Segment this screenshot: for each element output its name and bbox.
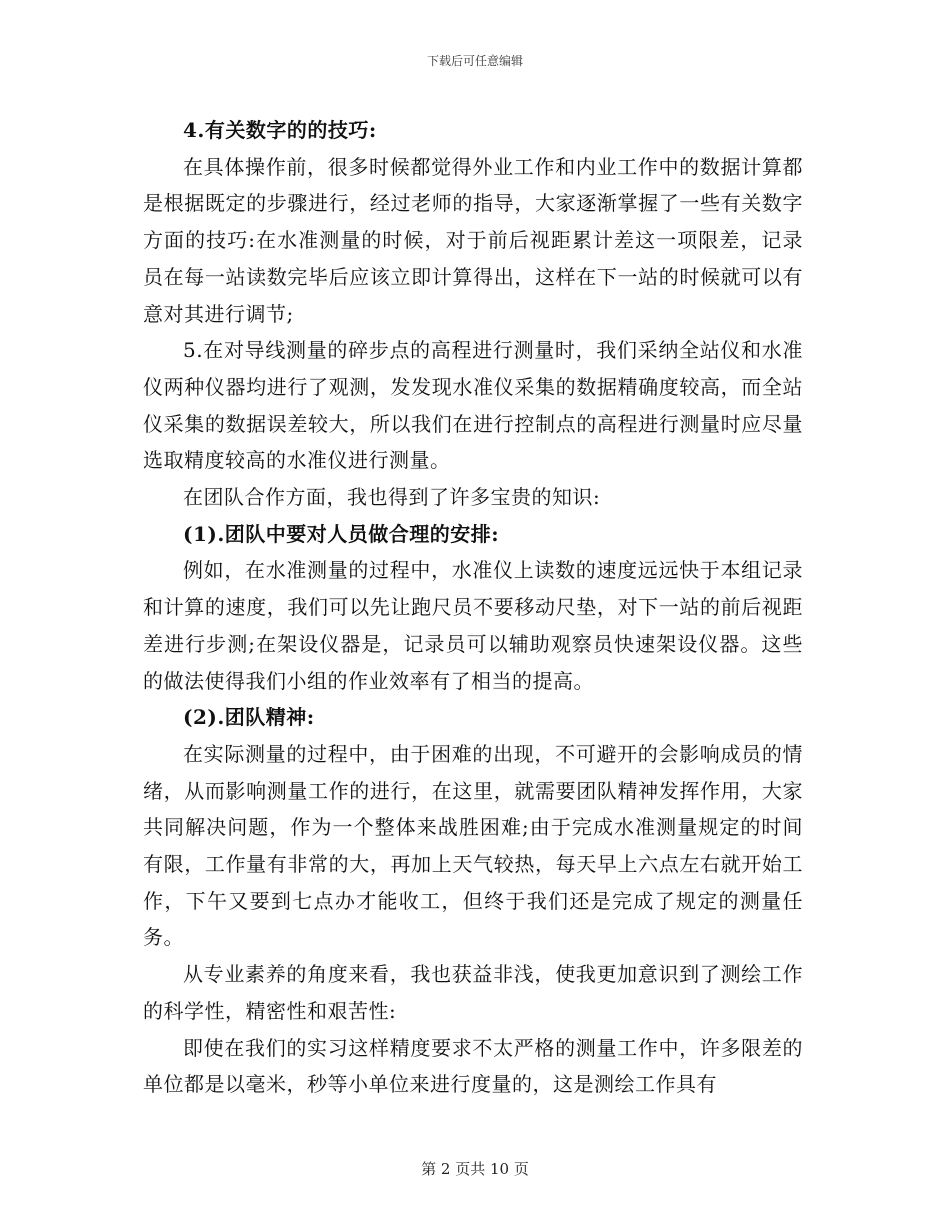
page-header: 下载后可任意编辑: [426, 54, 523, 68]
document-body: [143, 112, 803, 1103]
paragraph-traverse-elevation: 5.在对导线测量的碎步点的高程进行测量时，我们采纳全站仪和水准仪两种仪器均进行了观测，发发现水准仪采集的数据精确度较高，而全站仪采集的数据误差较大，所以我们在进行控制点的高程进行测量时应尽量选取精度较高的水准仪进行测量。: [143, 338, 803, 473]
paragraph-data-calculation: 在具体操作前，很多时候都觉得外业工作和内业工作中的数据计算都是根据既定的步骤进行，经过老师的指导，大家逐渐掌握了一些有关数字方面的技巧:在水准测量的时候，对于前后视距累计差这一项限差，记录员在每一站读数完毕后应该立即计算得出，这样在下一站的时候就可以有意对其进行调节;: [143, 154, 803, 326]
page-footer: 第 2 页共 10 页: [421, 1160, 529, 1178]
paragraph-team-spirit: 在实际测量的过程中，由于困难的出现，不可避开的会影响成员的情绪，从而影响测量工作的进行，在这里，就需要团队精神发挥作用，大家共同解决问题，作为一个整体来战胜困难;由于完成水准测量规定的时间有限，工作量有非常的大，再加上天气较热，每天早上六点左右就开始工作，下午又要到七点办才能收工，但终于我们还是完成了规定的测量任务。: [143, 741, 803, 950]
heading-team-arrangement: (1).团队中要对人员做合理的安排:: [183, 521, 500, 546]
paragraph-teamwork-intro: 在团队合作方面，我也得到了许多宝贵的知识:: [183, 485, 601, 510]
heading-number-tips: 4.有关数字的的技巧:: [183, 118, 377, 142]
paragraph-precision: 即使在我们的实习这样精度要求不太严格的测量工作中，许多限差的单位都是以毫米，秒等小单位来进行度量的，这是测绘工作具有: [143, 1035, 803, 1097]
heading-team-spirit: (2).团队精神:: [183, 705, 315, 730]
paragraph-professional: 从专业素养的角度来看，我也获益非浅，使我更加意识到了测绘工作的科学性，精密性和艰苦性:: [143, 962, 803, 1023]
paragraph-arrangement-example: 例如，在水准测量的过程中，水准仪上读数的速度远远快于本组记录和计算的速度，我们可以先让跑尺员不要移动尺垫，对下一站的前后视距差进行步测;在架设仪器是，记录员可以辅助观察员快速架设仪器。这些的做法使得我们小组的作业效率有了相当的提高。: [143, 558, 803, 693]
